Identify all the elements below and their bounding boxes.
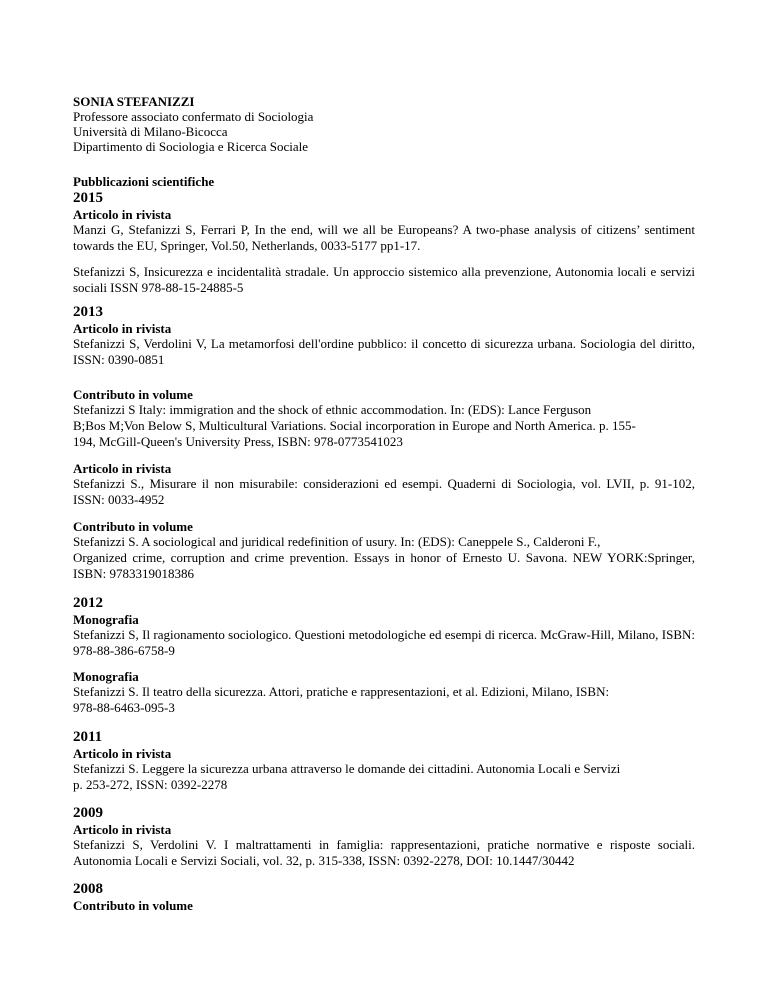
entry-2012-monograph-2 bbox=[73, 669, 695, 716]
category-label: Monografia bbox=[73, 612, 139, 627]
publication-line: p. 253-272, ISSN: 0392-2278 bbox=[73, 777, 228, 792]
category-label: Contributo in volume bbox=[73, 898, 193, 913]
entry-2008-volume bbox=[73, 881, 695, 913]
entry-2015-second bbox=[73, 264, 695, 296]
publication-line: 978-88-6463-095-3 bbox=[73, 700, 175, 715]
publication-line: B;Bos M;Von Below S, Multicultural Variations. Social incorporation in Europe and North America. p. 155- bbox=[73, 418, 636, 433]
year-heading: 2011 bbox=[73, 729, 103, 745]
publication-line: 194, McGill-Queen's University Press, ISBN: 978-0773541023 bbox=[73, 434, 403, 449]
publication-text: Manzi G, Stefanizzi S, Ferrari P, In the end, will we all be Europeans? A two-phase analysis of citizens’ sentiment towards the EU, Springer, Vol.50, Netherlands, 0033-5177 pp1-17. bbox=[73, 222, 695, 253]
publication-text: Stefanizzi S, Il ragionamento sociologico. Questioni metodologiche ed esempi di ricerca. McGraw-Hill, Milano, ISBN: 978-88-386-6758-9 bbox=[73, 627, 695, 658]
publication-line: Stefanizzi S. A sociological and juridical redefinition of usury. In: (EDS): Caneppele S., Calderoni F., bbox=[73, 534, 601, 549]
publication-text: Stefanizzi S, Verdolini V. I maltrattamenti in famiglia: rappresentazioni, pratiche normative e risposte sociali. Autonomia Locali e Servizi Sociali, vol. 32, p. 315-338, ISSN: 0392-2278, DOI: 10.1447/30442 bbox=[73, 837, 695, 868]
entry-2015-article bbox=[73, 190, 695, 254]
publication-text: Organized crime, corruption and crime prevention. Essays in honor of Ernesto U. Savona. NEW YORK:Springer, ISBN: 9783319018386 bbox=[73, 550, 695, 581]
publication-text: Stefanizzi S., Misurare il non misurabile: considerazioni ed esempi. Quaderni di Sociologia, vol. LVII, p. 91-102, ISSN: 0033-4952 bbox=[73, 476, 695, 507]
year-heading: 2009 bbox=[73, 805, 103, 821]
category-label: Contributo in volume bbox=[73, 519, 193, 534]
author-university: Università di Milano-Bicocca bbox=[73, 124, 228, 139]
entry-2013-volume-2 bbox=[73, 519, 695, 582]
publication-text: Stefanizzi S, Verdolini V, La metamorfosi dell'ordine pubblico: il concetto di sicurezza urbana. Sociologia del diritto, ISSN: 0390-0851 bbox=[73, 336, 695, 367]
author-name: SONIA STEFANIZZI bbox=[73, 94, 195, 109]
category-label: Articolo in rivista bbox=[73, 321, 172, 336]
category-label: Articolo in rivista bbox=[73, 822, 172, 837]
entry-2013-volume-1 bbox=[73, 387, 695, 450]
category-label: Monografia bbox=[73, 669, 139, 684]
entry-2009-article bbox=[73, 805, 695, 869]
category-label: Articolo in rivista bbox=[73, 461, 172, 476]
entry-2012-monograph-1 bbox=[73, 595, 695, 659]
category-label: Contributo in volume bbox=[73, 387, 193, 402]
entry-2013-article bbox=[73, 304, 695, 368]
entry-2011-article bbox=[73, 729, 695, 793]
publications-title: Pubblicazioni scientifiche bbox=[73, 174, 215, 189]
author-role: Professore associato confermato di Sociologia bbox=[73, 109, 314, 124]
publication-line: Stefanizzi S. Leggere la sicurezza urbana attraverso le domande dei cittadini. Autonomia Locali e Servizi bbox=[73, 761, 621, 776]
publication-line: Stefanizzi S. Il teatro della sicurezza. Attori, pratiche e rappresentazioni, et al. Edizioni, Milano, ISBN: bbox=[73, 684, 610, 699]
publication-text: Stefanizzi S, Insicurezza e incidentalità stradale. Un approccio sistemico alla prevenzione, Autonomia locali e servizi sociali ISSN 978-88-15-24885-5 bbox=[73, 264, 695, 295]
author-department: Dipartimento di Sociologia e Ricerca Sociale bbox=[73, 139, 309, 154]
category-label: Articolo in rivista bbox=[73, 207, 172, 222]
year-heading: 2015 bbox=[73, 190, 103, 206]
publication-line: Stefanizzi S Italy: immigration and the shock of ethnic accommodation. In: (EDS): Lance Ferguson bbox=[73, 402, 592, 417]
year-heading: 2012 bbox=[73, 595, 103, 611]
category-label: Articolo in rivista bbox=[73, 746, 172, 761]
author-header bbox=[73, 94, 695, 154]
entry-2013-article-2 bbox=[73, 461, 695, 508]
year-heading: 2013 bbox=[73, 304, 103, 320]
year-heading: 2008 bbox=[73, 881, 103, 897]
